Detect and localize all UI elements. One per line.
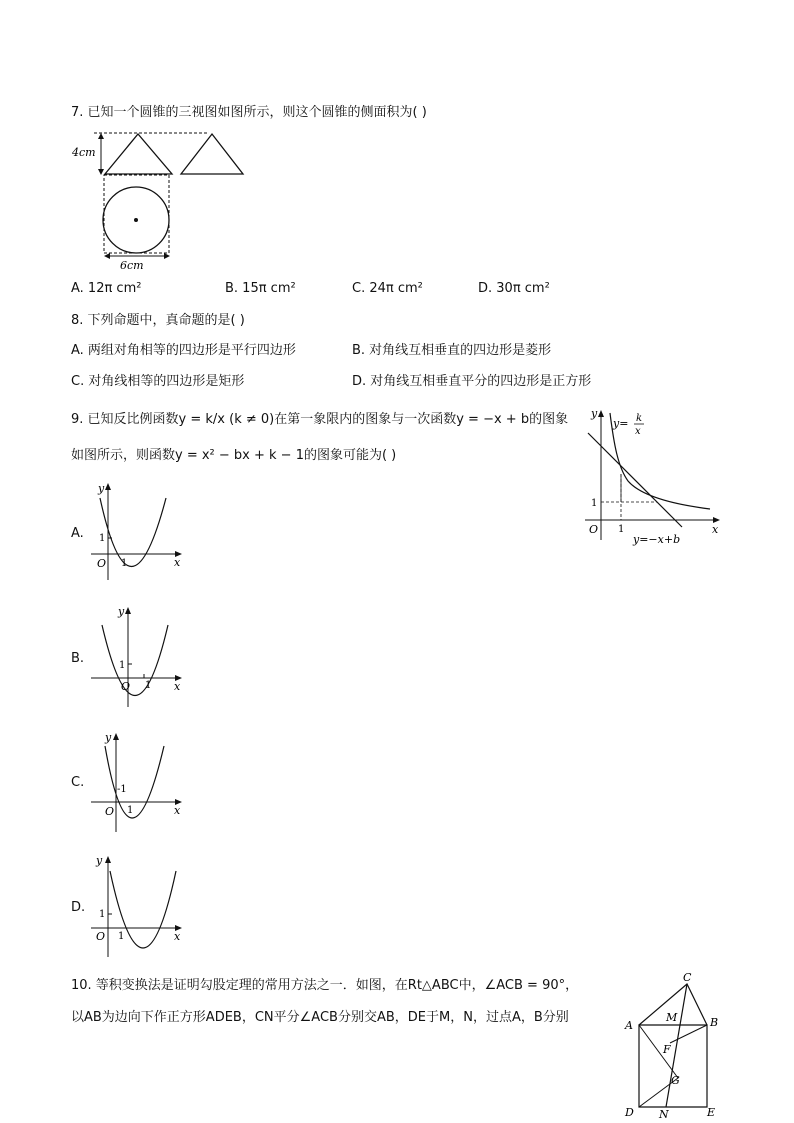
svg-text:O: O	[96, 930, 106, 943]
q9-option-c-letter[interactable]: C.	[71, 775, 85, 790]
q8-option-d[interactable]: D. 对角线互相垂直平分的四边形是正方形	[352, 374, 592, 389]
svg-text:x: x	[174, 930, 181, 943]
q7-stem: 7. 已知一个圆锥的三视图如图所示，则这个圆锥的侧面积为( )	[71, 105, 427, 120]
q9-option-d-graph[interactable]	[88, 853, 198, 958]
q9-stem-line1: 9. 已知反比例函数y = k/x (k ≠ 0)在第一象限内的图象与一次函数y = −x + b的图象	[71, 412, 569, 427]
svg-text:1: 1	[145, 680, 152, 691]
parabola-b	[102, 625, 168, 696]
q8-option-a[interactable]: A. 两组对角相等的四边形是平行四边形	[71, 343, 296, 358]
q10-line1: 10. 等积变换法是证明勾股定理的常用方法之一．如图，在Rt△ABC中，∠ACB = 90°，	[71, 978, 579, 993]
svg-text:x: x	[174, 556, 181, 569]
parabola-a	[100, 498, 166, 567]
q9-reference-graph	[580, 405, 730, 550]
svg-text:1: 1	[618, 524, 625, 535]
q7-height-label: 4cm	[72, 146, 96, 159]
svg-text:x: x	[635, 426, 641, 437]
svg-text:O: O	[121, 680, 131, 693]
linear-line	[588, 433, 682, 527]
q7-option-a[interactable]: A. 12π cm²	[71, 281, 142, 296]
svg-text:y: y	[105, 731, 112, 744]
svg-text:x: x	[174, 804, 181, 817]
svg-text:N: N	[659, 1108, 669, 1121]
svg-text:D: D	[625, 1106, 634, 1119]
svg-text:k: k	[636, 413, 643, 424]
q8-option-b[interactable]: B. 对角线互相垂直的四边形是菱形	[352, 343, 552, 358]
svg-text:x: x	[712, 523, 719, 536]
svg-text:O: O	[97, 557, 107, 570]
svg-text:1: 1	[127, 805, 134, 816]
q8-stem: 8. 下列命题中，真命题的是( )	[71, 313, 245, 328]
svg-text:M: M	[666, 1011, 678, 1024]
q10-line2: 以AB为边向下作正方形ADEB，CN平分∠ACB分别交AB，DE于M，N，过点A，B分别	[71, 1010, 569, 1025]
q7-width-label: 6cm	[120, 259, 144, 272]
svg-text:E: E	[707, 1106, 716, 1119]
q7-three-view-figure	[68, 128, 268, 288]
q7-option-d[interactable]: D. 30π cm²	[478, 281, 550, 296]
front-view-triangle	[105, 134, 172, 174]
line-label: y=−x+b	[633, 533, 681, 546]
q9-option-b-graph[interactable]	[88, 603, 198, 708]
side-view-triangle	[181, 134, 243, 174]
svg-text:O: O	[105, 805, 115, 818]
q9-option-b-letter[interactable]: B.	[71, 651, 85, 666]
svg-text:1: 1	[591, 498, 598, 509]
svg-text:C: C	[683, 971, 692, 984]
curve-label: y=	[613, 417, 629, 430]
svg-text:F: F	[663, 1043, 671, 1056]
svg-text:G: G	[671, 1074, 680, 1087]
svg-text:1: 1	[119, 660, 126, 671]
q9-option-a-graph[interactable]	[88, 480, 198, 580]
svg-text:1: 1	[99, 533, 106, 544]
svg-text:O: O	[589, 523, 599, 536]
svg-text:x: x	[174, 680, 181, 693]
q7-option-b[interactable]: B. 15π cm²	[225, 281, 296, 296]
svg-text:y: y	[96, 854, 103, 867]
q9-option-a-letter[interactable]: A.	[71, 526, 84, 541]
q10-geometry-figure	[620, 970, 730, 1120]
q9-option-c-graph[interactable]	[88, 728, 198, 833]
svg-text:-1: -1	[117, 784, 127, 795]
q8-option-c[interactable]: C. 对角线相等的四边形是矩形	[71, 374, 245, 389]
q9-stem-line2: 如图所示，则函数y = x² − bx + k − 1的图象可能为( )	[71, 448, 397, 463]
q7-option-c[interactable]: C. 24π cm²	[352, 281, 423, 296]
svg-text:B: B	[710, 1016, 719, 1029]
svg-text:1: 1	[99, 909, 106, 920]
svg-text:A: A	[625, 1019, 633, 1032]
svg-text:y: y	[591, 407, 598, 420]
svg-text:y: y	[118, 605, 125, 618]
svg-text:1: 1	[121, 558, 128, 569]
q9-option-d-letter[interactable]: D.	[71, 900, 86, 915]
svg-text:1: 1	[118, 931, 125, 942]
svg-text:y: y	[98, 482, 105, 495]
